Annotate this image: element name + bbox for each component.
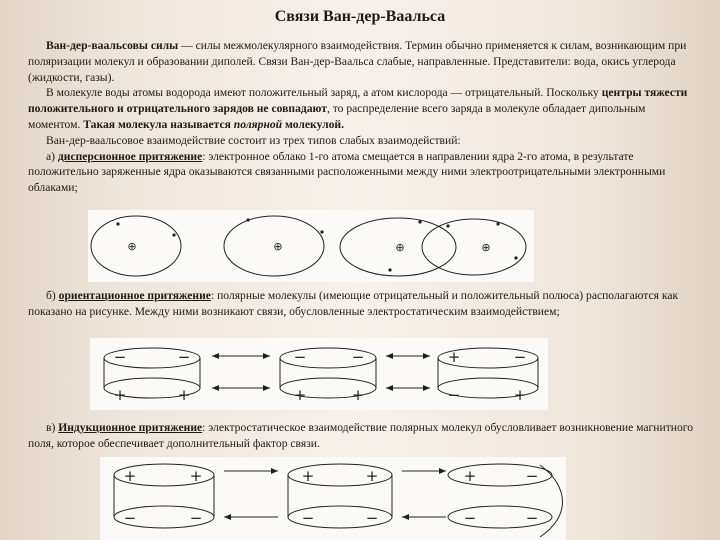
water-text-1: В молекуле воды атомы водорода имеют положительный заряд, а атом кислорода — отрицательный. Поскольку	[46, 86, 602, 100]
charge-sign: −	[513, 348, 527, 366]
water-italic: полярной	[233, 117, 283, 131]
nucleus-sign-3: ⊕	[395, 241, 405, 254]
charge-sign: +	[365, 467, 379, 485]
item-c-text: : электростатическое взаимодействие полярных молекул обусловливает возникновение магнитного поля, которое обеспечивает дополнительный фактор связи.	[28, 421, 694, 450]
water-bold-1: центры тяжести положительного и отрицательного зарядов не совпадают	[28, 86, 688, 116]
charge-sign: −	[293, 348, 307, 366]
charge-sign: −	[113, 348, 127, 366]
item-a-term: дисперсионное притяжение	[57, 149, 203, 163]
charge-sign: −	[177, 348, 191, 366]
charge-sign: +	[463, 467, 477, 485]
charge-sign: −	[123, 509, 137, 527]
charge-sign: +	[351, 386, 365, 404]
induction-figure	[100, 457, 566, 540]
item-b-text: : полярные молекулы (имеющие отрицательный и положительный полюса) располагаются как показано на рисунке. Между ними возникают связи, обусловленные электростатическим взаимодействием;	[28, 289, 679, 318]
item-c-prefix: в)	[46, 421, 59, 434]
charge-sign: −	[447, 386, 461, 404]
water-bold-3: молекулой.	[282, 117, 344, 131]
item-b	[28, 288, 696, 320]
nucleus-sign-4: ⊕	[481, 241, 491, 254]
item-b-term: ориентационное притяжение	[58, 289, 211, 302]
charge-sign: +	[301, 467, 315, 485]
charge-sign: +	[447, 348, 461, 366]
charge-sign: −	[189, 509, 203, 527]
dispersion-figure	[88, 210, 534, 282]
charge-sign: +	[189, 467, 203, 485]
item-c-term: Индукционное притяжение	[58, 421, 203, 434]
charge-sign: −	[365, 509, 379, 527]
types-intro: Ван-дер-ваальсовое взаимодействие состоит из трех типов слабых взаимодействий:	[46, 133, 461, 147]
paragraph-block-3	[28, 420, 696, 452]
item-b-prefix: б)	[46, 289, 59, 302]
charge-sign: +	[113, 386, 127, 404]
paragraph-block-1	[28, 38, 696, 196]
water-paragraph	[28, 85, 696, 132]
nucleus-sign-2: ⊕	[273, 240, 283, 253]
charge-sign: −	[463, 509, 477, 527]
item-a-prefix: а)	[46, 149, 58, 163]
item-a-text: : электронное облако 1-го атома смещается в направлении ядра 2-го атома, в результате положительно заряженные ядра оказываются связанными расположенными между ними электроотрицательными электронными облаками;	[28, 149, 666, 195]
intro-paragraph	[28, 38, 696, 85]
water-text-2: , то распределение всего заряда в молекуле обладает дипольным моментом.	[28, 102, 646, 131]
atom-cloud-4	[422, 219, 526, 275]
charge-sign: −	[525, 467, 539, 485]
item-a	[28, 149, 696, 196]
charge-sign: +	[513, 386, 527, 404]
intro-term: Ван-дер-ваальсовы силы	[46, 39, 179, 52]
intro-text: — силы межмолекулярного взаимодействия. Термин обычно применяется к силам, возникающим при поляризации молекул и образовании диполей. Связи Ван-дер-Ваальса слабые, направленные. Представители: вода, окись углерода (жидкости, газы).	[28, 39, 687, 84]
water-bold-2: Такая молекула называется	[83, 117, 234, 131]
paragraph-block-2	[28, 288, 696, 320]
orientation-figure	[90, 338, 548, 410]
item-c	[28, 420, 696, 452]
nucleus-sign-1: ⊕	[127, 240, 137, 253]
charge-sign: +	[123, 467, 137, 485]
charge-sign: −	[525, 509, 539, 527]
charge-sign: −	[351, 348, 365, 366]
page-title: Связи Ван-дер-Ваальса	[274, 8, 446, 25]
charge-sign: −	[301, 509, 315, 527]
charge-sign: +	[293, 386, 307, 404]
charge-sign: +	[177, 386, 191, 404]
